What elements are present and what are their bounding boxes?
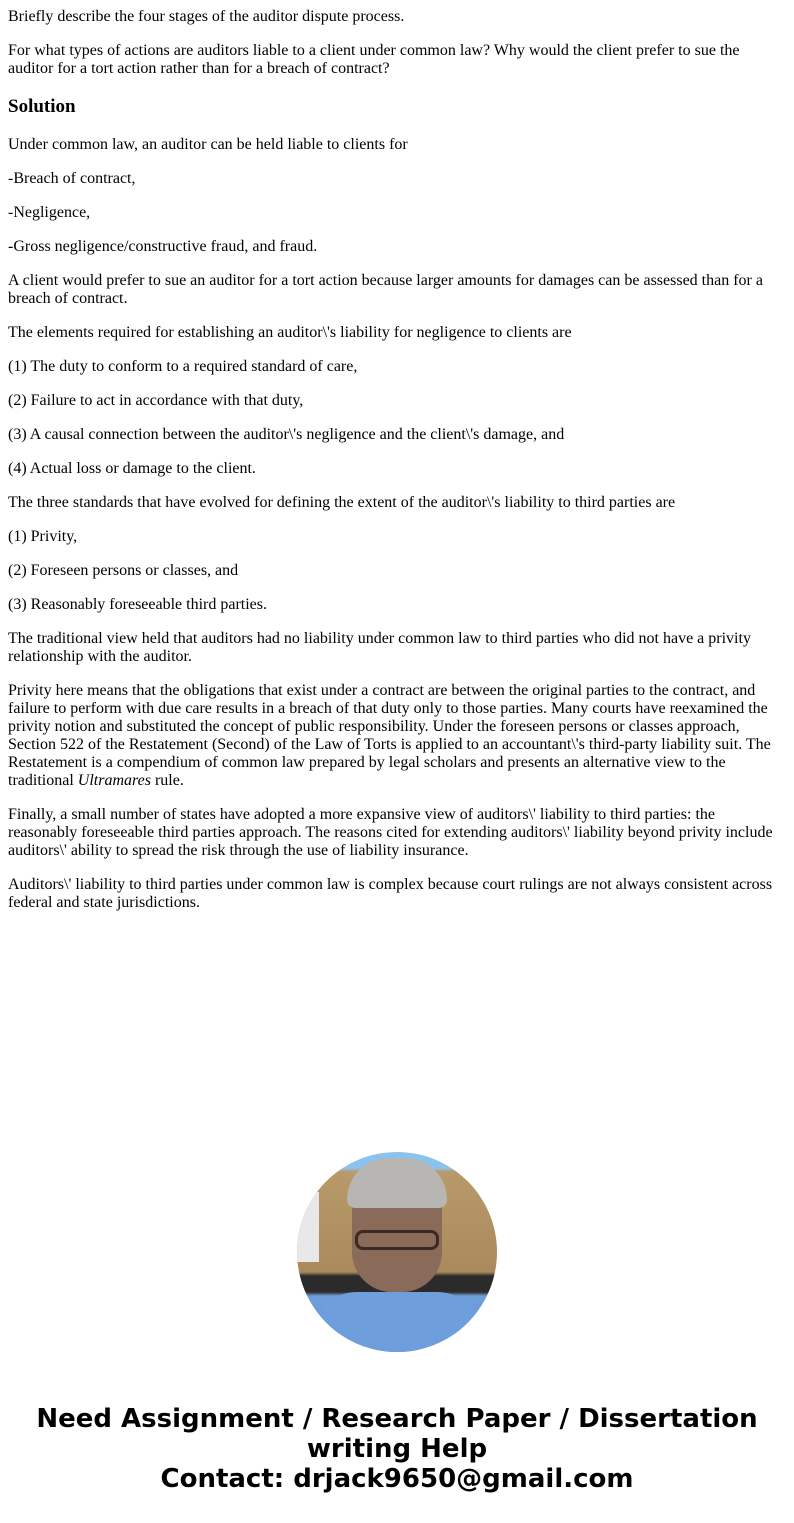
solution-heading: Solution — [8, 96, 76, 117]
question-text: Briefly describe the four stages of the auditor dispute process. — [8, 8, 405, 25]
solution-paragraph: -Negligence, — [8, 204, 91, 221]
avatar-container — [8, 1152, 786, 1352]
text: Privity here means that the obligations that exist under a contract are between the original parties to the contract, and failure to perform with due care results in a breach of that duty only to those parties. Many courts have reexamined the privity notion and substituted the concept of public responsibility. Under the foreseen persons or classes approach, Section 522 of the Restatement (Second) of the Law of Torts is applied to an accountant\'s third-party liability suit. The Restatement is a compendium of common law prepared by legal scholars and presents an alternative view to the traditional — [8, 682, 771, 789]
promo-contact: Contact: drjack9650@gmail.com — [160, 1464, 634, 1494]
solution-paragraph: Finally, a small number of states have adopted a more expansive view of auditors\' liability to third parties: the reasonably foreseeable third parties approach. The reasons cited for extending auditors\' liability beyond privity include auditors\' ability to spread the risk through the use of liability insurance. — [8, 806, 773, 859]
solution-paragraph: (2) Foreseen persons or classes, and — [8, 562, 239, 579]
solution-paragraph: (2) Failure to act in accordance with that duty, — [8, 392, 304, 409]
solution-paragraph: A client would prefer to sue an auditor for a tort action because larger amounts for damages can be assessed than for a breach of contract. — [8, 272, 763, 307]
privity-paragraph — [8, 682, 786, 790]
solution-paragraph: Under common law, an auditor can be held liable to clients for — [8, 136, 408, 153]
question-text: For what types of actions are auditors liable to a client under common law? Why would the client prefer to sue the auditor for a tort action rather than for a breach of contract? — [8, 42, 740, 77]
solution-body — [8, 136, 786, 666]
solution-paragraph: The elements required for establishing an auditor\'s liability for negligence to clients are — [8, 324, 572, 341]
solution-paragraph: -Gross negligence/constructive fraud, and fraud. — [8, 238, 318, 255]
solution-paragraph: (3) A causal connection between the auditor\'s negligence and the client\'s damage, and — [8, 426, 565, 443]
solution-paragraph: -Breach of contract, — [8, 170, 136, 187]
case-name: Ultramares — [77, 772, 151, 789]
text: rule. — [150, 772, 184, 789]
solution-paragraph: (1) The duty to conform to a required standard of care, — [8, 358, 358, 375]
solution-paragraph: (3) Reasonably foreseeable third parties. — [8, 596, 268, 613]
solution-paragraph: (1) Privity, — [8, 528, 78, 545]
solution-paragraph: The three standards that have evolved for defining the extent of the auditor\'s liability to third parties are — [8, 494, 676, 511]
promo-banner — [8, 1404, 786, 1494]
solution-paragraph: The traditional view held that auditors had no liability under common law to third parties who did not have a privity relationship with the auditor. — [8, 630, 751, 665]
solution-paragraph: (4) Actual loss or damage to the client. — [8, 460, 256, 477]
promo-line: Need Assignment / Research Paper / Dissertation writing Help — [36, 1404, 758, 1464]
author-avatar — [297, 1152, 497, 1352]
solution-paragraph: Auditors\' liability to third parties under common law is complex because court rulings are not always consistent across federal and state jurisdictions. — [8, 876, 773, 911]
